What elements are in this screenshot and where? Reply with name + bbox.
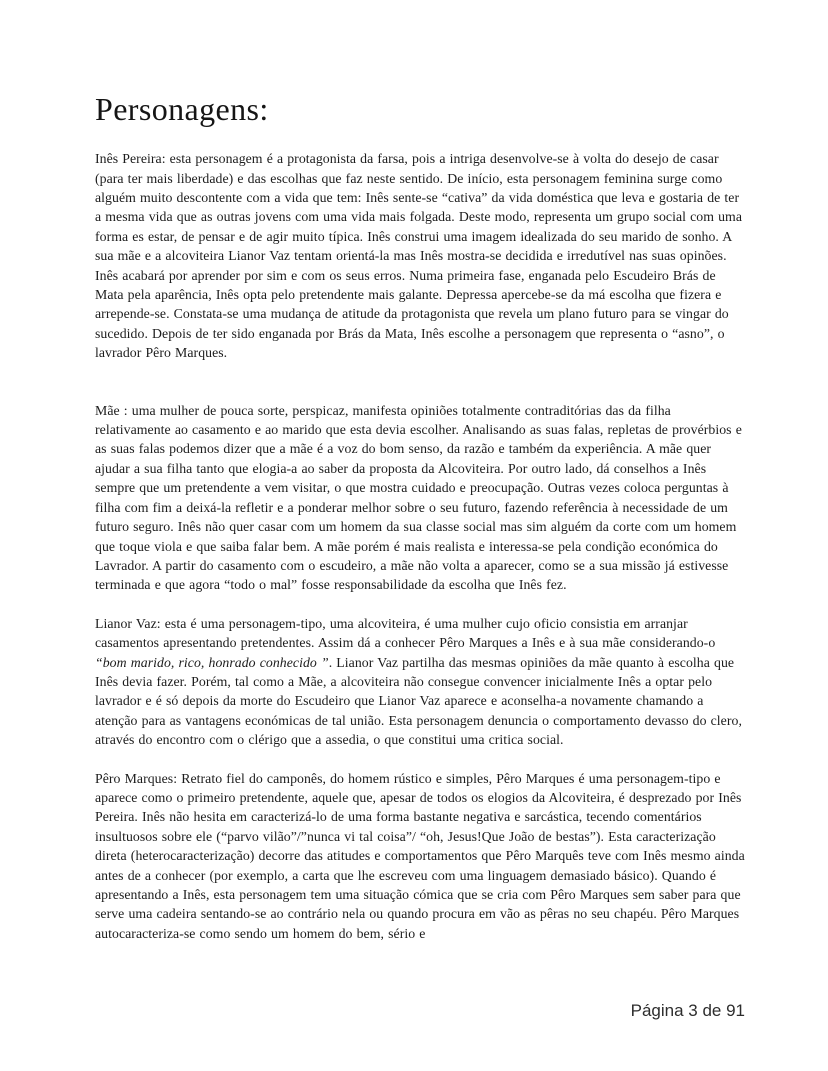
paragraph-pero-marques: Pêro Marques: Retrato fiel do camponês, do homem rústico e simples, Pêro Marques é uma personagem-tipo e aparece como o primeiro pretendente, aquele que, apesar de todos os elogios da Alcoviteira, é desprezado por Inês Pereira. Inês não hesita em caracterizá-lo de uma forma bastante negativa e sarcástica, tecendo comentários insultuosos sobre ele (“parvo vilão”/”nunca vi tal coisa”/ “oh, Jesus!Que João de bestas”). Esta caracterização direta (heterocaracterização) decorre das atitudes e comportamentos que Pêro Marquês teve com Inês mesmo ainda antes de a conhecer (por exemplo, a carta que lhe escreveu com uma linguagem demasiado básico). Quando é apresentando a Inês, esta personagem tem uma situação cómica que se cria com Pêro Marques sem saber para que serve uma cadeira sentando-se ao contrário nela ou quando procura em vão as pêras no seu chapéu. Pêro Marques autocaracteriza-se como sendo um homem do bem, sério e <box>95 770 745 941</box>
lianor-vaz-text-before: Lianor Vaz: esta é uma personagem-tipo, uma alcoviteira, é uma mulher cujo oficio consistia em arranjar casamentos apresentando pretendentes. Assim dá a conhecer Pêro Marques a Inês e à sua mãe considerando-o <box>95 615 716 651</box>
paragraph-lianor-vaz <box>95 614 745 750</box>
page-title: Personagens: <box>95 91 269 127</box>
lianor-vaz-italic-quote: “bom marido, rico, honrado conhecido ” <box>95 654 329 670</box>
paragraph-ines-pereira: Inês Pereira: esta personagem é a protagonista da farsa, pois a intriga desenvolve-se à volta do desejo de casar (para ter mais liberdade) e das escolhas que faz neste sentido. De início, esta personagem feminina surge como alguém muito descontente com a vida que tem: Inês sente-se “cativa” da vida doméstica que leva e gostaria de ter a mesma vida que as outras jovens com uma vida mais folgada. Deste modo, representa um grupo social com uma forma es estar, de pensar e de agir muito típica. Inês construi uma imagem idealizada do seu marido de sonho. A sua mãe e a alcoviteira Lianor Vaz tentam orientá-la mas Inês mostra-se decidida e irredutível nas suas opinões. Inês acabará por aprender por sim e com os seus erros. Numa primeira fase, enganada pelo Escudeiro Brás de Mata pela aparência, Inês opta pelo pretendente mais galante. Depressa apercebe-se da má escolha que fizera e arrepende-se. Constata-se uma mudança de atitude da protagonista que revela um plano futuro para se vingar do sucedido. Depois de ter sido enganada por Brás da Mata, Inês escolhe a personagem que representa o “asno”, o lavrador Pêro Marques. <box>95 151 743 361</box>
paragraph-mae: Mãe : uma mulher de pouca sorte, perspicaz, manifesta opiniões totalmente contraditórias das da filha relativamente ao casamento e ao marido que esta devia escolher. Analisando as suas falas, repletas de provérbios e as suas falas podemos dizer que a mãe é a voz do bom senso, da razão e também da experiência. A mãe quer ajudar a sua filha tanto que elogia-a ao saber da proposta da Alcoviteira. Por outro lado, dá conselhos a Inês sempre que um pretendente a vem visitar, o que mostra cuidado e preocupação. Outras vezes coloca perguntas à filha com fim a deixá-la refletir e a ponderar melhor sobre o seu futuro, fazendo referência à necessidade de um futuro seguro. Inês não quer casar com um homem da sua classe social mas sim alguém da corte com um homem que toque viola e que saiba falar bem. A mãe porém é mais realista e interessa-se pela condição económica do Lavrador. A partir do casamento com o escudeiro, a mãe não volta a aparecer, como se a sua missão já estivesse terminada e que agora “todo o mal” fosse responsabilidade da escolha que Inês fez. <box>95 402 742 593</box>
document-content <box>95 0 745 962</box>
lianor-vaz-text-after: . Lianor Vaz partilha das mesmas opiniões da mãe quanto à escolha que Inês devia fazer. Porém, tal como a Mãe, a alcoviteira não consegue convencer inicialmente Inês a optar pelo lavrador e é só depois da morte do Escudeiro que Lianor Vaz aparece e aconselha-a novamente chamando a atenção para as vantagens económicas de tal união. Esta personagem denuncia o comportamento devasso do clero, através do encontro com o clérigo que a assedia, o que constitui uma critica social. <box>95 654 742 748</box>
page-number-footer: Página 3 de 91 <box>630 1001 745 1020</box>
